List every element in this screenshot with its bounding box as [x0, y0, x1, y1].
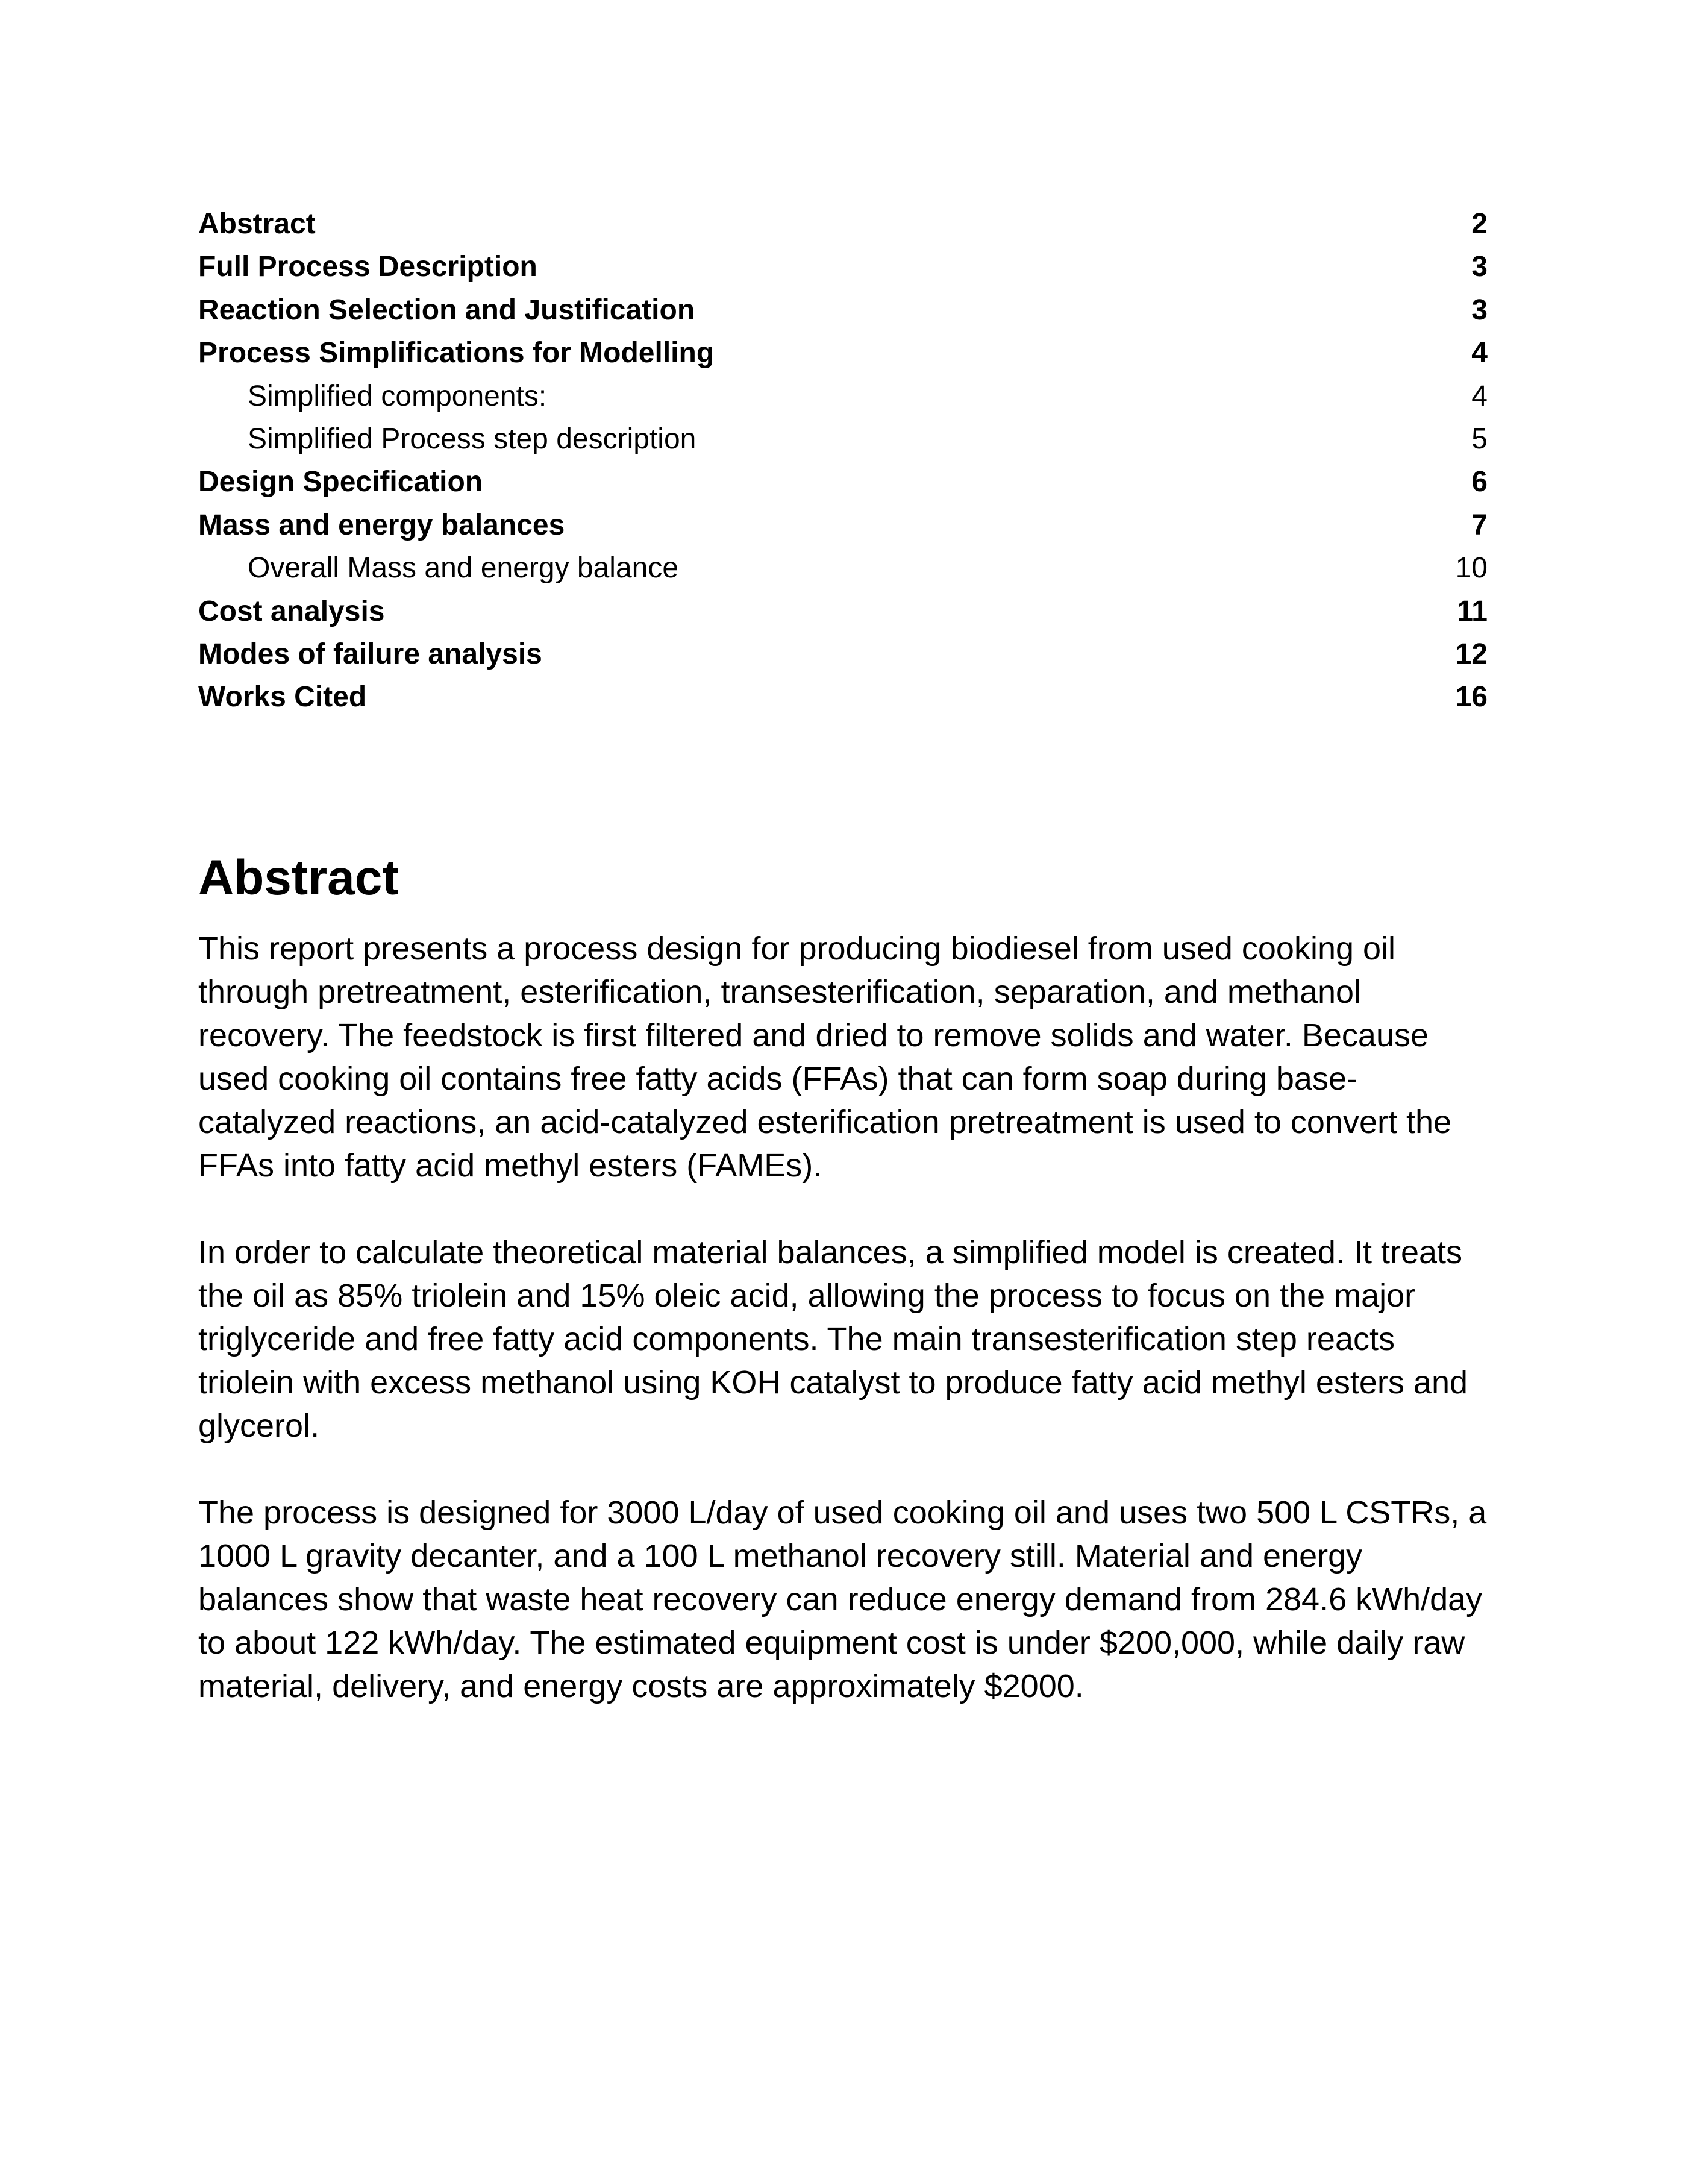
toc-entry-page-number: 11: [1457, 595, 1488, 627]
toc-entry-page-number: 16: [1455, 681, 1488, 714]
abstract-paragraph: The process is designed for 3000 L/day of used cooking oil and uses two 500 L CSTRs, a 1000 L gravity decanter, and a 100 L methanol recovery still. Material and energy balances show that waste heat recovery can reduce energy demand from 284.6 kWh/day to about 122 kWh/day. The estimated equipment cost is under $200,000, while daily raw material, delivery, and energy costs are approximately $2000.: [198, 1495, 1487, 1704]
toc-entry-page-number: 6: [1471, 466, 1488, 498]
toc-entry-works-cited[interactable]: [198, 676, 1488, 718]
toc-entry-title: Mass and energy balances: [198, 509, 565, 541]
toc-entry-page-number: 3: [1471, 251, 1488, 283]
toc-entry-page-number: 7: [1471, 509, 1488, 541]
toc-entry-page-number: 10: [1455, 552, 1488, 585]
abstract-heading: Abstract: [198, 850, 399, 905]
toc-entry-title: Modes of failure analysis: [198, 638, 542, 670]
toc-entry-title: Design Specification: [198, 466, 483, 498]
toc-entry-page-number: 12: [1455, 638, 1488, 670]
table-of-contents: [198, 202, 1488, 719]
toc-entry-page-number: 2: [1471, 208, 1488, 240]
toc-entry-abstract[interactable]: [198, 202, 1488, 245]
toc-entry-modes-of-failure[interactable]: [198, 633, 1488, 676]
toc-entry-overall-mass-energy-balance[interactable]: [198, 547, 1488, 589]
abstract-paragraph: In order to calculate theoretical material balances, a simplified model is created. It treats the oil as 85% triolein and 15% oleic acid, allowing the process to focus on the major triglyceride and free fatty acid components. The main transesterification step reacts triolein with excess methanol using KOH catalyst to produce fatty acid methyl esters and glycerol.: [198, 1234, 1468, 1444]
toc-entry-page-number: 5: [1471, 422, 1488, 455]
toc-entry-title: Abstract: [198, 208, 316, 240]
toc-entry-page-number: 4: [1471, 380, 1488, 412]
toc-entry-full-process-description[interactable]: [198, 245, 1488, 288]
toc-entry-title: Overall Mass and energy balance: [248, 552, 679, 585]
toc-entry-title: Full Process Description: [198, 251, 537, 283]
toc-entry-simplified-process-step[interactable]: [198, 418, 1488, 460]
abstract-paragraph: This report presents a process design for producing biodiesel from used cooking oil through pretreatment, esterification, transesterification, separation, and methanol recovery. The feedstock is first filtered and dried to remove solids and water. Because used cooking oil contains free fatty acids (FFAs) that can form soap during base-catalyzed reactions, an acid-catalyzed esterification pretreatment is used to convert the FFAs into fatty acid methyl esters (FAMEs).: [198, 930, 1452, 1184]
toc-entry-page-number: 3: [1471, 293, 1488, 326]
toc-entry-title: Works Cited: [198, 681, 367, 714]
toc-entry-title: Reaction Selection and Justification: [198, 293, 695, 326]
toc-entry-mass-energy-balances[interactable]: [198, 504, 1488, 547]
toc-entry-title: Cost analysis: [198, 595, 385, 627]
toc-entry-process-simplifications[interactable]: [198, 331, 1488, 374]
toc-entry-title: Simplified components:: [248, 380, 547, 412]
toc-entry-cost-analysis[interactable]: [198, 590, 1488, 633]
toc-entry-simplified-components[interactable]: [198, 375, 1488, 418]
toc-entry-title: Simplified Process step description: [248, 422, 696, 455]
toc-entry-reaction-selection[interactable]: [198, 289, 1488, 331]
toc-entry-page-number: 4: [1471, 337, 1488, 369]
toc-entry-title: Process Simplifications for Modelling: [198, 337, 715, 369]
toc-entry-design-specification[interactable]: [198, 460, 1488, 503]
abstract-body: [198, 927, 1494, 1708]
